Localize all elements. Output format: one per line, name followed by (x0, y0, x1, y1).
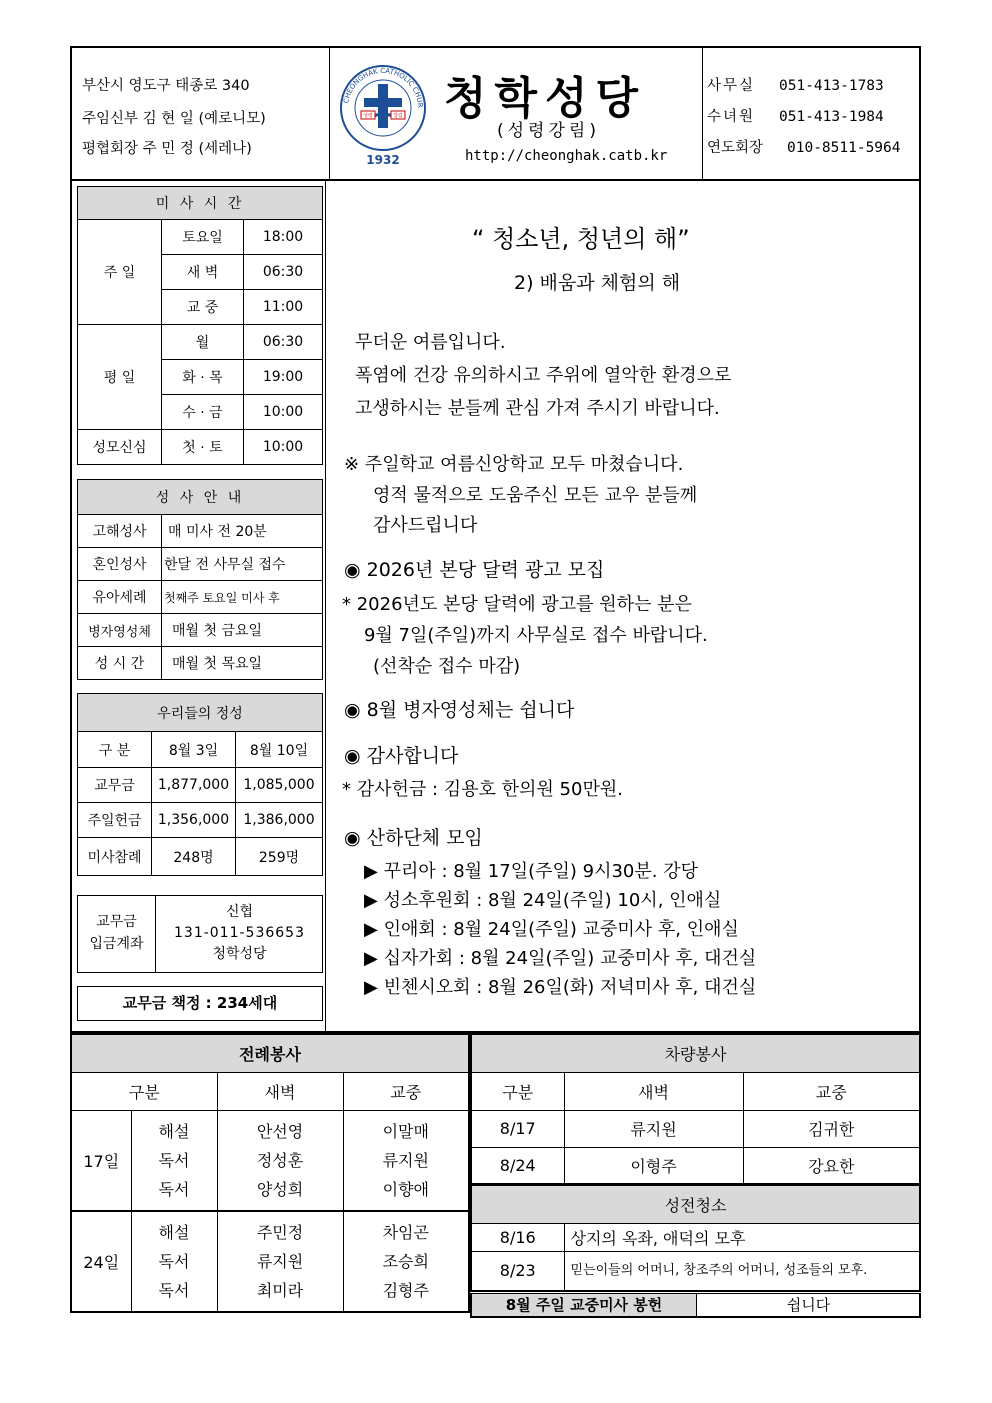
vehicle-header: 구분 (471, 1072, 564, 1110)
mass-time: 06:30 (244, 255, 323, 290)
liturgy-date: 24일 (71, 1211, 131, 1312)
vehicle-cell: 8/17 (471, 1110, 564, 1147)
liturgy-header: 새벽 (217, 1072, 343, 1110)
header-info (72, 48, 330, 179)
liturgy-person: 주민정 (256, 1222, 304, 1242)
offering-cell: 교무금 (78, 768, 152, 803)
notice-line: 감사드립니다 (373, 515, 478, 536)
holy-hour-label: 성모신심 (78, 430, 162, 465)
council-president: 평협회장 주 민 정 (세레나) (82, 141, 252, 157)
vehicle-title: 차량봉사 (471, 1034, 920, 1072)
sacrament-label: 고해성사 (78, 515, 162, 548)
vehicle-cell: 김귀한 (743, 1110, 920, 1147)
church-subtitle: (성령강림) (497, 121, 600, 141)
mass-time: 18:00 (244, 220, 323, 255)
sacraments-table (77, 479, 323, 680)
cleaning-group: 상지의 옥좌, 애덕의 모후 (564, 1223, 920, 1251)
liturgy-person: 이향애 (382, 1179, 429, 1199)
mass-title: 미 사 시 간 (78, 187, 323, 220)
offering-cell: 259명 (236, 838, 323, 876)
mass-day: 토요일 (162, 220, 244, 255)
liturgy-dawn (217, 1211, 343, 1312)
liturgy-role: 독서 (158, 1150, 190, 1170)
offering-cell: 1,386,000 (236, 803, 323, 838)
vehicle-table (470, 1033, 921, 1185)
cleaning-table (470, 1184, 921, 1292)
mass-day: 새 벽 (162, 255, 244, 290)
vehicle-header: 새벽 (564, 1072, 743, 1110)
liturgy-person: 차임곤 (382, 1222, 429, 1242)
cleaning-date: 8/16 (471, 1223, 564, 1251)
mass-time: 11:00 (244, 290, 323, 325)
notice-line: ※ 주일학교 여름신앙학교 모두 마쳤습니다. (344, 454, 684, 475)
liturgy-person: 안선영 (256, 1121, 304, 1141)
liturgy-person: 김형주 (382, 1280, 429, 1300)
mass-day: 월 (162, 325, 244, 360)
contact-convent: 수녀원 051-413-1984 (707, 109, 884, 125)
sacrament-value: 매 미사 전 20분 (162, 515, 323, 548)
sacrament-label: 유아세례 (78, 581, 162, 614)
logo-right-text: 강림 (393, 113, 403, 119)
offering-table (77, 693, 323, 876)
logo-arc-text: CHEONGHAK CATHOLIC CHUR (342, 66, 425, 108)
households-count: 교무금 책정 : 234세대 (77, 986, 323, 1021)
calendar-line: * 2026년도 본당 달력에 광고를 원하는 분은 (342, 594, 692, 615)
vehicle-header: 교중 (743, 1072, 920, 1110)
liturgy-role: 해설 (158, 1121, 190, 1141)
offering-cell: 1,085,000 (236, 768, 323, 803)
logo-left-text: 성령 (363, 113, 373, 119)
mass-schedule-table (77, 186, 323, 465)
liturgy-role: 독서 (158, 1179, 190, 1199)
thanks-heading: ◉ 감사합니다 (344, 745, 459, 767)
group-meeting: ▶ 빈첸시오회 : 8월 26일(화) 저녁미사 후, 대건실 (364, 977, 757, 998)
liturgy-roles (131, 1211, 217, 1312)
liturgy-person: 최미라 (256, 1280, 304, 1300)
sacrament-label: 혼인성사 (78, 548, 162, 581)
sacrament-value: 첫째주 토요일 미사 후 (162, 581, 323, 614)
account-holder: 청학성당 (212, 946, 267, 962)
vehicle-cell: 류지원 (564, 1110, 743, 1147)
liturgy-dawn (217, 1110, 343, 1211)
church-logo (334, 56, 432, 172)
offering-cell: 1,877,000 (152, 768, 236, 803)
account-box (77, 895, 323, 973)
main-title: “ 청소년, 청년의 해” (472, 225, 690, 253)
mass-time: 06:30 (244, 325, 323, 360)
calendar-line: 9월 7일(주일)까지 사무실로 접수 바랍니다. (364, 625, 708, 646)
sacrament-label: 성 시 간 (78, 647, 162, 680)
mass-day: 교 중 (162, 290, 244, 325)
intro-line: 고생하시는 분들께 관심 가져 주시기 바랍니다. (355, 398, 720, 419)
sacrament-value: 매월 첫 목요일 (162, 647, 323, 680)
sacrament-value: 매월 첫 금요일 (162, 614, 323, 647)
offering-title: 우리들의 정성 (78, 694, 323, 732)
liturgy-main (343, 1211, 469, 1312)
thanks-line: * 감사헌금 : 김용호 한의원 50만원. (342, 779, 623, 800)
mass-time: 10:00 (244, 430, 323, 465)
calendar-heading: ◉ 2026년 본당 달력 광고 모집 (344, 559, 605, 581)
offering-header: 8월 3일 (152, 732, 236, 768)
notice-line: 영적 물적으로 도움주신 모든 교우 분들께 (373, 485, 698, 506)
mass-time: 19:00 (244, 360, 323, 395)
group-meeting: ▶ 십자가회 : 8월 24일(주일) 교중미사 후, 대건실 (364, 948, 757, 969)
account-label-1: 교무금 (96, 914, 137, 930)
group-meeting: ▶ 인애회 : 8월 24일(주일) 교중미사 후, 인애실 (364, 919, 739, 940)
sick-communion-heading: ◉ 8월 병자영성체는 쉽니다 (344, 699, 575, 721)
account-bank: 신협 (225, 904, 254, 920)
liturgy-person: 이말매 (382, 1121, 429, 1141)
liturgy-role: 독서 (158, 1280, 190, 1300)
liturgy-role: 독서 (158, 1251, 190, 1271)
liturgy-roles (131, 1110, 217, 1211)
liturgy-table (70, 1033, 470, 1313)
mass-day: 수 · 금 (162, 395, 244, 430)
group-meeting: ▶ 성소후원회 : 8월 24일(주일) 10시, 인애실 (364, 890, 722, 911)
liturgy-person: 양성희 (256, 1179, 304, 1199)
groups-heading: ◉ 산하단체 모임 (344, 827, 483, 849)
intro-line: 폭염에 건강 유의하시고 주위에 열악한 환경으로 (355, 365, 732, 386)
church-title: 청학성당 (444, 73, 647, 124)
liturgy-person: 정성훈 (256, 1150, 304, 1170)
vehicle-cell: 이형주 (564, 1147, 743, 1184)
group-meeting: ▶ 꾸리아 : 8월 17일(주일) 9시30분. 강당 (364, 861, 698, 882)
offering-cell: 248명 (152, 838, 236, 876)
contact-president: 연도회장 010-8511-5964 (707, 140, 901, 156)
account-label-2: 입금계좌 (89, 936, 144, 952)
weekday-label: 평 일 (78, 325, 162, 430)
liturgy-person: 류지원 (382, 1150, 429, 1170)
sunday-label: 주 일 (78, 220, 162, 325)
liturgy-person: 조승희 (382, 1251, 429, 1271)
offering-header: 8월 10일 (236, 732, 323, 768)
account-details (157, 902, 322, 965)
offering-cell: 주일헌금 (78, 803, 152, 838)
contact-info (702, 48, 919, 179)
offering-cell: 미사참례 (78, 838, 152, 876)
offering-cell: 1,356,000 (152, 803, 236, 838)
mass-day: 화 · 목 (162, 360, 244, 395)
cleaning-date: 8/23 (471, 1251, 564, 1291)
mass-time: 10:00 (244, 395, 323, 430)
cleaning-title: 성전청소 (471, 1185, 920, 1223)
liturgy-header: 교중 (343, 1072, 469, 1110)
mass-day: 첫 · 토 (162, 430, 244, 465)
church-url[interactable]: http://cheonghak.catb.kr (465, 148, 668, 164)
donation-row (470, 1293, 921, 1318)
address: 부산시 영도구 태종로 340 (82, 78, 250, 94)
column-divider (325, 180, 326, 1033)
sacraments-title: 성 사 안 내 (78, 480, 323, 515)
pastor: 주임신부 김 현 일 (예로니모) (82, 111, 266, 127)
donation-label: 8월 주일 교중미사 봉헌 (472, 1294, 697, 1316)
liturgy-person: 류지원 (256, 1251, 304, 1271)
vehicle-cell: 8/24 (471, 1147, 564, 1184)
header-box (70, 46, 921, 181)
offering-header: 구 분 (78, 732, 152, 768)
account-label (78, 896, 156, 972)
liturgy-main (343, 1110, 469, 1211)
sacrament-value: 한달 전 사무실 접수 (162, 548, 323, 581)
calendar-line: (선착순 접수 마감) (373, 656, 521, 677)
donation-value: 쉽니다 (786, 1296, 831, 1314)
contact-office: 사무실 051-413-1783 (707, 78, 884, 94)
cleaning-group: 믿는이들의 어머니, 창조주의 어머니, 성조들의 모후. (564, 1251, 920, 1291)
logo-year: 1932 (366, 153, 400, 167)
liturgy-date: 17일 (71, 1110, 131, 1211)
liturgy-role: 해설 (158, 1222, 190, 1242)
account-number: 131-011-536653 (174, 925, 305, 941)
main-subtitle: 2) 배움과 체험의 해 (514, 272, 681, 294)
intro-line: 무더운 여름입니다. (355, 332, 506, 353)
sacrament-label: 병자영성체 (78, 614, 162, 647)
liturgy-title: 전례봉사 (71, 1034, 469, 1072)
liturgy-header: 구분 (71, 1072, 217, 1110)
vehicle-cell: 강요한 (743, 1147, 920, 1184)
